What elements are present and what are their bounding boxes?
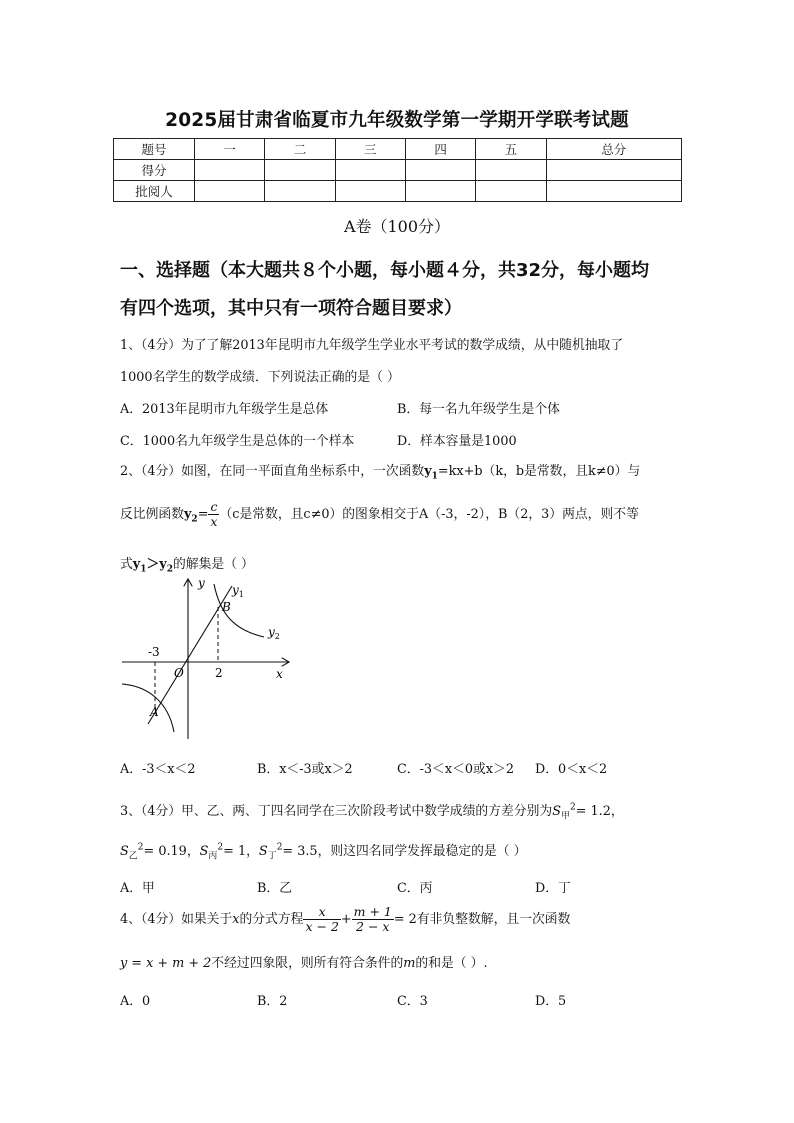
q2-stem-line2 <box>120 500 639 529</box>
q2-text: （c是常数，且c≠0）的图象相交于A（-3，-2），B（2，3）两点，则不等 <box>219 507 639 522</box>
q4-stem-line2 <box>120 952 488 971</box>
section-a-heading: A卷（100分） <box>343 217 451 236</box>
label-origin: O <box>174 666 184 680</box>
q2-frac-den: x <box>210 514 218 529</box>
q4-fraction-1 <box>303 905 340 934</box>
q2-y2-letter: y <box>183 507 192 522</box>
label-y2-sub: 2 <box>274 632 280 641</box>
q3-comma: ， <box>186 844 200 859</box>
score-cell <box>405 181 475 202</box>
q1-stem-line2: 1000名学生的数学成绩．下列说法正确的是（ ） <box>120 370 400 385</box>
q3-s-bing-val: = 1 <box>223 844 247 859</box>
q3-s-sq: 2 <box>276 842 283 853</box>
q4-f2-den: 2 − x <box>356 919 390 934</box>
score-table <box>113 138 682 202</box>
q2-option-c: C．-3＜x＜0或x＞2 <box>397 762 514 777</box>
q2-y1-letter: y <box>424 464 432 479</box>
q4-f1-num: x <box>303 905 340 920</box>
label-neg3: -3 <box>148 645 160 659</box>
q3-text: ，则这四名同学发挥最稳定的是（ ） <box>317 844 527 859</box>
q2-equals: = <box>197 507 209 522</box>
q3-s-yi-sub: 乙 <box>128 851 138 862</box>
q4-f1-den: x − 2 <box>305 919 339 934</box>
q2-fraction <box>208 500 219 529</box>
q2-ineq-sub2: 2 <box>166 564 173 575</box>
q2-y2-sub: 2 <box>191 514 198 525</box>
q2-option-a: A．-3＜x＜2 <box>120 762 196 777</box>
q2-graph <box>118 574 298 742</box>
q4-text: 的分式方程 <box>239 912 304 927</box>
score-row-label: 批阅人 <box>114 181 195 202</box>
label-point-b: B <box>222 600 231 614</box>
q3-option-a: A．甲 <box>120 881 155 896</box>
q2-text: 2、（4分）如图，在同一平面直角坐标系中，一次函数 <box>120 464 425 479</box>
score-cell <box>265 181 335 202</box>
q3-s-letter: S <box>199 844 209 859</box>
q2-y1-sub: 1 <box>431 471 438 482</box>
label-y2-letter: y <box>268 625 275 639</box>
q4-text: 不经过四象限，则所有符合条件的 <box>211 956 404 971</box>
q3-option-b: B．乙 <box>257 881 292 896</box>
q2-y1 <box>424 464 438 482</box>
q1-option-a: A．2013年昆明市九年级学生是总体 <box>120 402 329 417</box>
q3-stem-line2 <box>120 840 526 862</box>
q2-ineq-y2: y <box>159 557 167 572</box>
score-table-header-cell: 四 <box>405 139 475 160</box>
label-y-axis: y <box>198 576 205 590</box>
label-y1-letter: y <box>232 583 239 597</box>
q4-fraction-2 <box>352 905 394 934</box>
score-row-label: 得分 <box>114 160 195 181</box>
section1-heading-line2: 有四个选项，其中只有一项符合题目要求） <box>120 298 462 319</box>
q3-s-yi-val: = 0.19 <box>143 844 187 859</box>
q3-s-bing-sub: 丙 <box>208 851 218 862</box>
q3-s-ding <box>258 842 283 862</box>
label-2: 2 <box>215 666 223 680</box>
q3-comma: ， <box>610 804 624 819</box>
score-table-header-row <box>114 139 682 160</box>
q3-option-c: C．丙 <box>397 881 433 896</box>
score-table-header-cell: 题号 <box>114 139 195 160</box>
q1-option-b: B．每一名九年级学生是个体 <box>397 402 560 417</box>
score-table-header-cell: 总分 <box>546 139 681 160</box>
q3-s-bing <box>199 842 224 862</box>
q3-s-letter: S <box>552 804 561 819</box>
q2-text: =kx+b（k，b是常数，且k≠0）与 <box>437 464 641 479</box>
score-cell <box>476 181 546 202</box>
q2-stem-line3 <box>120 553 254 575</box>
page-title: 2025届甘肃省临夏市九年级数学第一学期开学联考试题 <box>165 110 629 131</box>
q3-s-ding-sub: 丁 <box>267 851 277 862</box>
q3-s-sq: 2 <box>217 842 224 853</box>
label-point-a: A <box>150 705 159 719</box>
score-cell <box>335 181 405 202</box>
q2-y2 <box>183 507 198 525</box>
q2-frac-num: c <box>208 500 219 515</box>
q4-linear-eq: y = x + m + 2 <box>120 956 212 971</box>
q3-s-jia-val: = 1.2 <box>575 804 611 819</box>
score-cell <box>195 160 265 181</box>
q4-text: 有非负整数解，且一次函数 <box>416 912 571 927</box>
label-y2 <box>267 625 280 641</box>
score-table-row <box>114 181 682 202</box>
score-cell <box>405 160 475 181</box>
q4-f2-num: m + 1 <box>353 904 392 919</box>
score-cell <box>265 160 335 181</box>
q2-ineq-y1: y <box>132 557 141 572</box>
q2-ineq-gt: ＞ <box>146 557 160 572</box>
q2-text: 式 <box>120 557 133 572</box>
q3-s-jia-sub: 甲 <box>560 811 570 822</box>
q3-s-yi <box>120 842 144 862</box>
q3-option-d: D．丁 <box>535 881 571 896</box>
q4-eq: = 2 <box>393 912 417 927</box>
score-table-row <box>114 160 682 181</box>
section1-heading-line1: 一、选择题（本大题共８个小题，每小题４分，共32分，每小题均 <box>120 260 650 281</box>
q2-ineq-sub1: 1 <box>140 564 147 575</box>
q4-plus: + <box>340 912 352 927</box>
q1-option-c: C．1000名九年级学生是总体的一个样本 <box>120 434 355 449</box>
q2-option-d: D．0＜x＜2 <box>535 762 608 777</box>
score-table-header-cell: 三 <box>335 139 405 160</box>
label-x-axis: x <box>276 667 283 681</box>
q3-text: 3、（4分）甲、乙、两、丁四名同学在三次阶段考试中数学成绩的方差分别为 <box>120 804 553 819</box>
q2-stem-line1 <box>120 460 640 482</box>
q4-var-m: m <box>403 956 416 971</box>
q3-s-jia <box>552 802 576 822</box>
q3-s-ding-val: = 3.5 <box>282 844 318 859</box>
q2-ineq <box>132 557 173 575</box>
score-table-header-cell: 一 <box>195 139 265 160</box>
q4-option-c: C．3 <box>397 994 428 1009</box>
q3-s-letter: S <box>258 844 268 859</box>
score-table-header-cell: 五 <box>476 139 546 160</box>
q4-option-b: B．2 <box>257 994 288 1009</box>
hyperbola-branch-2 <box>122 684 174 732</box>
q4-stem-line1 <box>120 905 570 934</box>
score-cell <box>195 181 265 202</box>
score-table-header-cell: 二 <box>265 139 335 160</box>
score-cell <box>335 160 405 181</box>
label-y1 <box>231 583 244 599</box>
q1-stem-line1: 1、（4分）为了了解2013年昆明市九年级学生学业水平考试的数学成绩，从中随机抽取了 <box>120 338 624 353</box>
q3-stem-line1 <box>120 800 624 822</box>
q4-text: 的和是（ ）. <box>415 956 488 971</box>
q2-text: 反比例函数 <box>120 507 184 522</box>
q3-s-sq: 2 <box>569 802 576 813</box>
q2-option-b: B．x＜-3或x＞2 <box>257 762 353 777</box>
q1-option-d: D．样本容量是1000 <box>397 434 517 449</box>
q3-s-letter: S <box>120 844 129 859</box>
q2-text: 的解集是（ ） <box>173 557 254 572</box>
q3-s-sq: 2 <box>137 842 144 853</box>
score-cell <box>546 181 681 202</box>
q4-option-d: D．5 <box>535 994 567 1009</box>
q3-comma: ， <box>246 844 259 859</box>
score-cell <box>546 160 681 181</box>
q4-text: 4、（4分）如果关于 <box>120 912 233 927</box>
q4-option-a: A．0 <box>120 994 151 1009</box>
q4-var-x: x <box>232 912 240 927</box>
score-cell <box>476 160 546 181</box>
label-y1-sub: 1 <box>238 590 244 599</box>
